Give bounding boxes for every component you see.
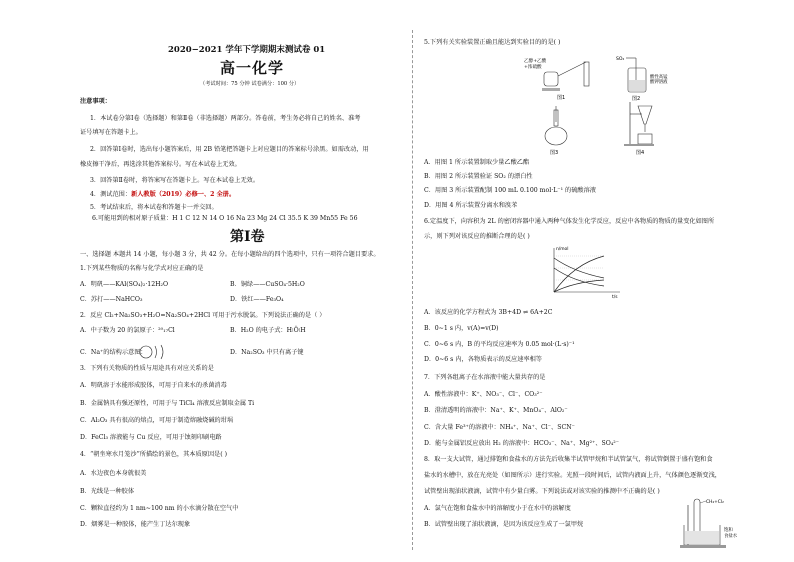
fig1-label-ethanol: 乙醇+乙酸 — [524, 59, 547, 64]
q8-option-b: B．试管壁出现了油状液滴，是因为该反应生成了一氯甲烷 — [424, 521, 584, 528]
range-prefix: 4．测试范围： — [90, 191, 132, 198]
q6-option-b: B．0~1 s 内，v(A)=v(D) — [424, 325, 499, 332]
q3-option-b: B．金属钠具有强还原性，可用于与 TiCl₄ 溶液反应制取金属 Ti — [80, 400, 255, 407]
q7-option-c: C．含大量 Fe³⁺的溶液中：NH₄⁺、Na⁺、Cl⁻、SCN⁻ — [424, 424, 575, 431]
column-divider — [412, 30, 413, 550]
fig1-caption: 图1 — [557, 95, 566, 101]
q5-option-b: B．用图 2 所示装置验证 SO₂ 的漂白性 — [424, 173, 533, 180]
q1-option-d: D．铁红——Fe₃O₄ — [230, 296, 284, 303]
q2-option-c — [80, 350, 147, 356]
q3-option-a: A．明矾溶于水能形成胶体，可用于自来水的杀菌消毒 — [80, 382, 227, 389]
series-c-line — [554, 280, 604, 292]
q6-stem-line1: 6.定温度下，向容积为 2L 的密闭容器中通入两种气体发生化学反应，反应中各物质的物质的量变化如图所 — [424, 218, 715, 225]
q1-option-a: A．明矾——KAl(SO₄)₂·12H₂O — [80, 281, 169, 288]
q2-option-d: D．Na₂SO₃ 中只有离子键 — [230, 349, 304, 356]
q8-stem-line1: 8．取一支大试管，通过排饱和食盐水的方法先后收集半试管甲烷和半试管氯气，将试管倒置于盛有饱和食 — [424, 456, 713, 463]
q7-option-d: D．能与金属铝反应放出 H₂ 的溶液中：HCO₃⁻、Na⁺、Mg²⁺、SO₄²⁻ — [424, 440, 620, 447]
fig2-label-so2: SO₂ — [616, 57, 625, 62]
fig2-caption: 图2 — [632, 96, 641, 102]
q2-option-b: B．H₂O 的电子式：H∶Ö∶H — [230, 327, 306, 334]
atomic-mass-line: 6.可能用到的相对原子质量：H 1 C 12 N 14 O 16 Na 23 Mg 24 Cl 35.5 K 39 Mn55 Fe 56 — [92, 215, 358, 222]
q6-mole-time-chart — [544, 244, 624, 300]
q6-option-c: C．0~6 s 内，B 的平均反应速率为 0.05 mol·(L·s)⁻¹ — [424, 341, 575, 348]
subject-title: 高一化学 — [220, 59, 285, 77]
q4-option-c: C．颗粒直径约为 1 nm~100 nm 的小水滴分散在空气中 — [80, 505, 239, 512]
q6-option-d: D．0~6 s 内，各物质表示的反应速率相等 — [424, 356, 542, 363]
fig1-label-acid: +浓硫酸 — [524, 65, 542, 70]
series-a-line — [554, 256, 604, 292]
note-line: 5．考试结束后，将本试卷和答题卡一并交回。 — [90, 204, 218, 211]
q5-option-a: A．用图 1 所示装置制取少量乙酸乙酯 — [424, 159, 530, 166]
fig4-caption: 图4 — [636, 150, 645, 156]
q8-stem-line3: 试管壁出现油状液滴，试管中有少量白雾。下列说法或对该实验的推测中不正确的是( ) — [424, 488, 660, 495]
q8-fig-label-gas: CH₄+Cl₂ — [706, 500, 724, 505]
q8-fig-label-brine: 食盐水 — [724, 534, 738, 539]
q2-option-a: A．中子数为 20 的氯原子：²⁰₁₇Cl — [80, 327, 175, 334]
figure-2-so2-apparatus — [614, 52, 674, 102]
fig2-label-kmno4: 酸性高锰 — [650, 75, 668, 80]
q5-option-d: D．用图 4 所示装置分离水和溴苯 — [424, 202, 518, 209]
q3-option-d: D．FeCl₃ 溶液能与 Cu 反应，可用于蚀刻印刷电路 — [80, 434, 222, 441]
q8-option-a: A．氯气在饱和食盐水中的溶解度小于在水中的溶解度 — [424, 505, 571, 512]
section-intro: 一、选择题 本题共 14 小题，每小题 3 分，共 42 分。在每小题给出的四个选项中，只有一项符合题目要求。 — [80, 251, 380, 258]
q1-option-c: C．苏打——NaHCO₃ — [80, 296, 143, 303]
q4-stem: 4．“朝坐寒水月笼沙”所描绘的景色，其本质原因是( ) — [80, 451, 227, 458]
range-red: 新人教版（2019）必修一、2 全册。 — [131, 191, 236, 198]
q7-option-b: B．澄清透明的溶液中：Na⁺、K⁺、MnO₄⁻、AlO₂⁻ — [424, 407, 568, 414]
fig2-label-kmno4b: 酸钾溶液 — [650, 80, 668, 85]
q4-option-b: B．光线是一种胶体 — [80, 488, 135, 495]
q5-stem: 5.下列有关实验装置正确且能达到实验目的的是( ) — [424, 39, 561, 46]
q5-option-c: C．用图 3 所示装置配制 100 mL 0.100 mol·L⁻¹ 的硫酸溶液 — [424, 187, 596, 194]
q2-stem: 2．反应 Cl₂+Na₂SO₃+H₂O=Na₂SO₄+2HCl 可用于污水脱氯。下列说法正确的是（ ） — [80, 312, 326, 319]
chart-y-label: n/mol — [556, 247, 569, 252]
note-line: 橡皮擦干净后，再选涂其他答案标号。写在本试卷上无效。 — [80, 161, 241, 168]
exam-info: （考试时间：75 分钟 试卷满分：100 分） — [200, 81, 300, 87]
q7-stem: 7．下列各组离子在水溶液中能大量共存的是 — [424, 374, 546, 381]
q4-option-d: D．烟雾是一种胶体，能产生丁达尔现象 — [80, 521, 191, 528]
q8-fig-label-saturated: 饱和 — [724, 528, 733, 533]
q8-stem-line2: 盐水的水槽中，放在光亮处（如图所示）进行实验。光照一段时间后，试管内液面上升，气体颜色逐渐变浅， — [424, 472, 721, 479]
figure-1-ester-apparatus — [524, 52, 604, 102]
note-line: 3．回答第Ⅱ卷时，将答案写在答题卡上。写在本试卷上无效。 — [90, 177, 260, 184]
note-line: 1．本试卷分第Ⅰ卷（选择题）和第Ⅱ卷（非选择题）两部分。答卷前，考生务必将自己的姓名、准考 — [90, 115, 361, 122]
q1-option-b: B．铜绿——CuSO₄·5H₂O — [230, 281, 305, 288]
section-title: 第Ⅰ卷 — [230, 229, 265, 245]
exam-title: 2020−2021 学年下学期期末测试卷 01 — [168, 45, 326, 55]
q6-stem-line2: 示，则下列对该反应的推断合理的是( ) — [424, 233, 530, 240]
note-line-range — [90, 192, 235, 198]
q1-stem: 1.下列某些物质的名称与化学式对应正确的是 — [80, 265, 204, 272]
q6-option-a: A．该反应的化学方程式为 3B+4D ⇌ 6A+2C — [424, 309, 553, 316]
fig3-caption: 图3 — [550, 150, 559, 156]
note-line: 证号填写在答题卡上。 — [80, 129, 142, 136]
notes-heading: 注意事项： — [80, 98, 111, 105]
q8-test-tube-figure — [680, 495, 748, 551]
figure-3-volumetric-flask — [536, 104, 576, 156]
chart-x-label: t/s — [612, 295, 618, 300]
q3-stem: 3．下列有关物质的性质与用途具有对应关系的是 — [80, 365, 214, 372]
note-line: 2．回答第Ⅰ卷时，选出每小题答案后，用 2B 铅笔把答题卡上对应题目的答案标号涂黑。如需改动，用 — [90, 146, 369, 153]
na-ion-structure-diagram — [138, 343, 174, 361]
q3-option-c: C．Al₂O₃ 具有很高的熔点，可用于制造熔融烧碱的坩埚 — [80, 417, 234, 424]
q4-option-a: A．水边夜色本身就很美 — [80, 470, 147, 477]
figure-4-separatory-funnel — [622, 100, 662, 156]
q7-option-a: A．酸性溶液中：K⁺、NO₃⁻、Cl⁻、CO₃²⁻ — [424, 391, 543, 398]
q2-option-c-text: C．Na⁺的结构示意图： — [80, 349, 147, 356]
